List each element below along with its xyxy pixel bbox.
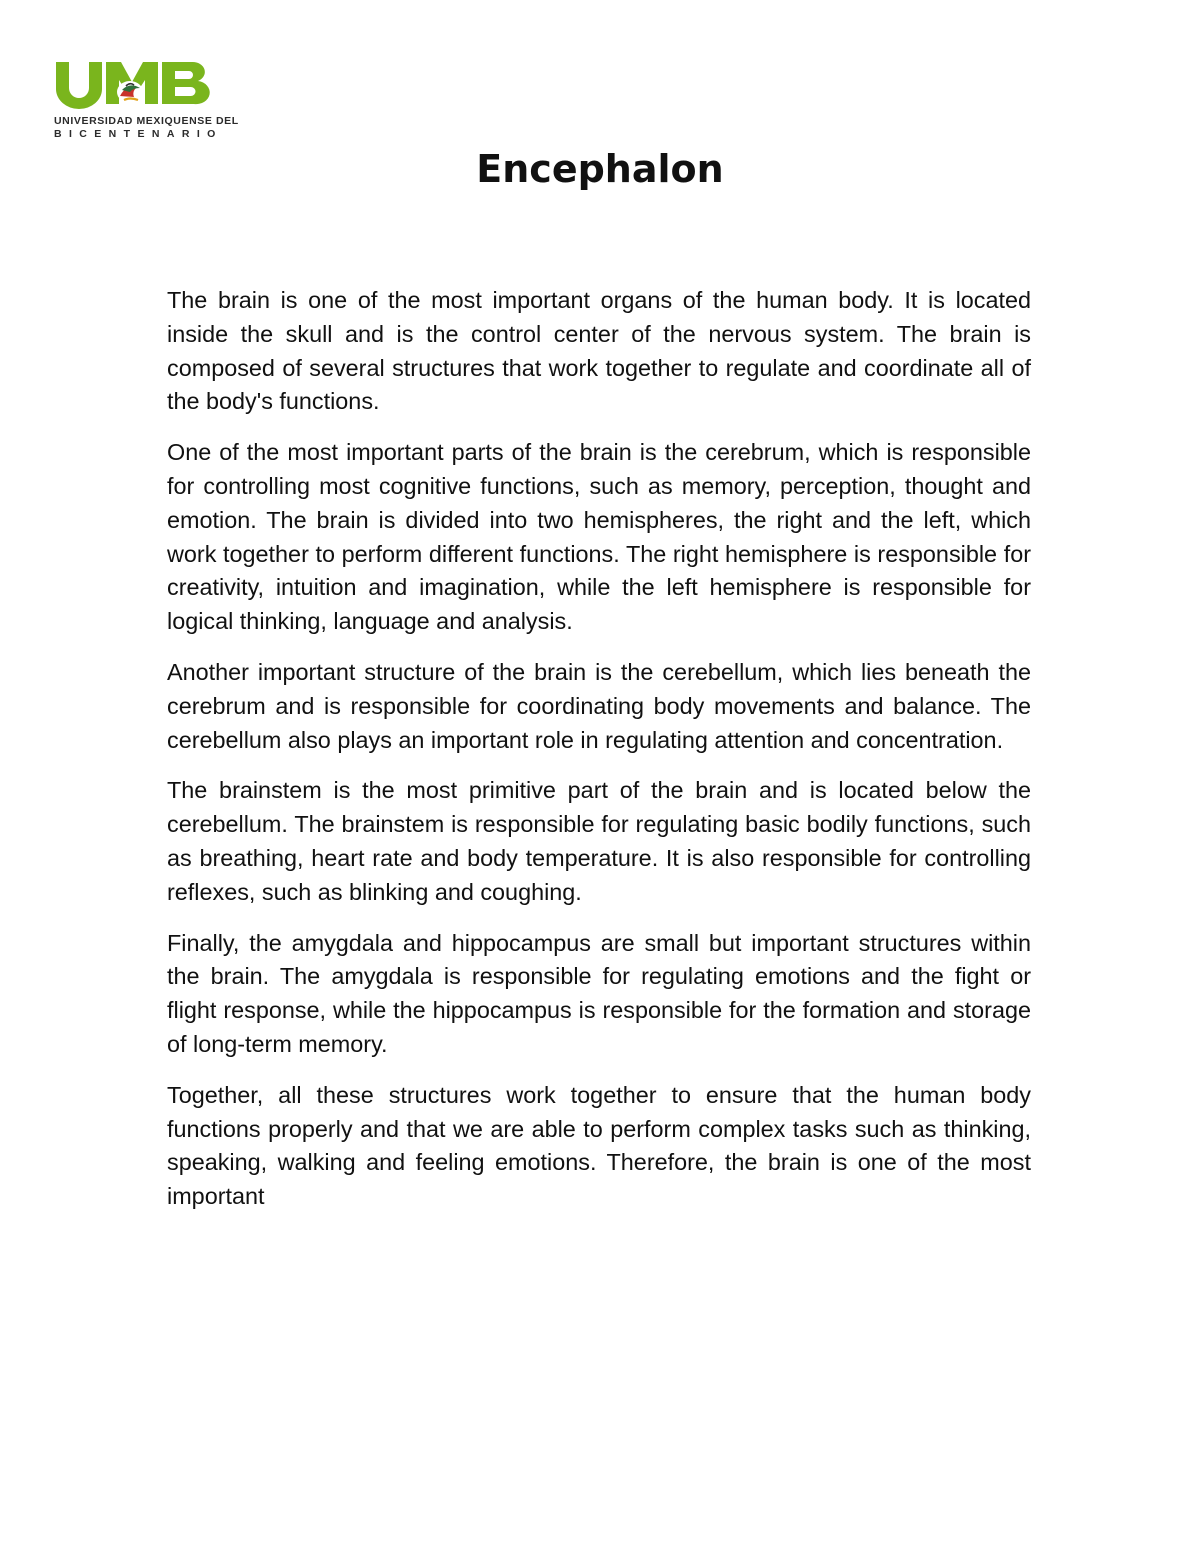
paragraph-cerebrum: One of the most important parts of the brain is the cerebrum, which is responsible for controlling most cognitive functions, such as memory, perception, thought and emotion. The brain is divided into two hemispheres, the right and the left, which work together to perform different functions. The right hemisphere is responsible for creativity, intuition and imagination, while the left hemisphere is responsible for logical thinking, language and analysis. bbox=[167, 439, 1031, 635]
paragraph-conclusion: Together, all these structures work together to ensure that the human body functions properly and that we are able to perform complex tasks such as thinking, speaking, walking and feeling emotions. Therefore, the brain is one of the most important bbox=[167, 1081, 1031, 1210]
university-logo bbox=[52, 56, 239, 140]
logo-letter-b bbox=[162, 62, 210, 104]
page-title: Encephalon bbox=[476, 147, 724, 191]
paragraph-cerebellum: Another important structure of the brain is the cerebellum, which lies beneath the cerebrum and is responsible for coordinating body movements and balance. The cerebellum also plays an important role in regulating attention and concentration. bbox=[167, 658, 1031, 753]
logo-bicentenario: BICENTENARIO bbox=[54, 128, 223, 140]
paragraph-intro: The brain is one of the most important organs of the human body. It is located inside the skull and is the control center of the nervous system. The brain is composed of several structures that work together to regulate and coordinate all of the body's functions. bbox=[167, 287, 1031, 415]
umb-logo-mark bbox=[52, 56, 222, 112]
paragraph-brainstem: The brainstem is the most primitive part of the brain and is located below the cerebellum. The brainstem is responsible for regulating basic bodily functions, such as breathing, heart rate and body temperature. It is also responsible for controlling reflexes, such as blinking and coughing. bbox=[167, 777, 1031, 905]
paragraph-amygdala-hippocampus: Finally, the amygdala and hippocampus are small but important structures within the brain. The amygdala is responsible for regulating emotions and the fight or flight response, while the hippocampus is responsible for the formation and storage of long-term memory. bbox=[167, 929, 1031, 1057]
logo-university-name: UNIVERSIDAD MEXIQUENSE DEL bbox=[54, 115, 239, 127]
logo-letter-u bbox=[56, 62, 102, 109]
eagle-emblem-icon bbox=[117, 81, 143, 103]
document-body bbox=[167, 284, 1031, 1231]
